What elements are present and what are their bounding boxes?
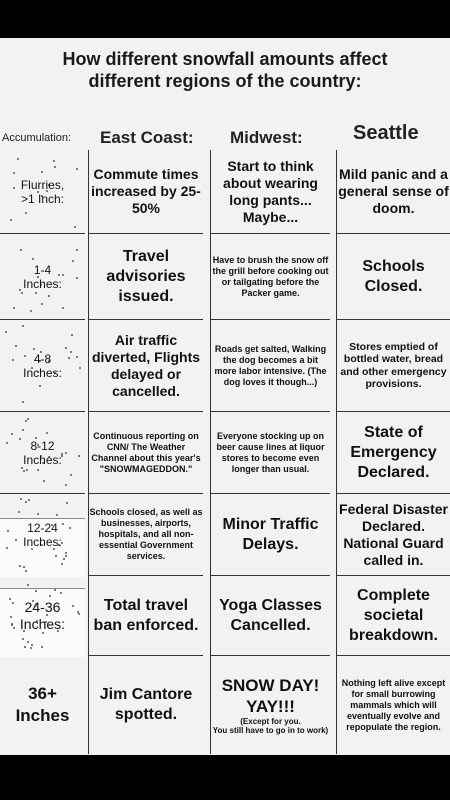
- snowflake-dot: [12, 359, 14, 361]
- snowflake-dot: [19, 289, 21, 291]
- snowflake-dot: [76, 277, 78, 279]
- snowflake-dot: [10, 616, 12, 618]
- snowflake-dot: [70, 474, 72, 476]
- amount-unit: Inches:: [23, 365, 62, 380]
- snowflake-dot: [35, 292, 37, 294]
- midwest-cell: Start to think about wearing long pants... Maybe...: [210, 150, 330, 234]
- snowflake-dot: [65, 452, 67, 454]
- snowflake-dot: [33, 348, 35, 350]
- snowflake-dot: [30, 647, 32, 649]
- snowflake-dot: [39, 385, 41, 387]
- snow-day-note-1: (Except for you.: [240, 717, 301, 726]
- snowflake-dot: [13, 627, 15, 629]
- snowflake-dot: [55, 555, 57, 557]
- snowflake-dot: [23, 566, 25, 568]
- snowflake-dot: [21, 292, 23, 294]
- east-coast-cell: Schools closed, as well as businesses, airports, hospitals, and all non-essential Government services.: [88, 494, 203, 576]
- header-east-coast: East Coast:: [100, 128, 194, 147]
- snowflake-dot: [65, 484, 67, 486]
- snowflake-dot: [22, 401, 24, 403]
- snowflake-dot: [66, 502, 68, 504]
- table-row: [0, 656, 450, 754]
- snowflake-dot: [78, 455, 80, 457]
- table-row: [0, 234, 450, 320]
- snowflake-dot: [49, 595, 51, 597]
- snowflake-dot: [37, 513, 39, 515]
- table-row: [0, 576, 450, 656]
- snowflake-dot: [41, 171, 43, 173]
- midwest-cell: Minor Traffic Delays.: [210, 494, 330, 576]
- snowflake-dot: [22, 638, 24, 640]
- snow-day-text: SNOW DAY! YAY!!!: [221, 676, 320, 716]
- snowflake-dot: [32, 258, 34, 260]
- snowflake-dot: [62, 523, 64, 525]
- snowflake-dot: [41, 646, 43, 648]
- midwest-cell: Roads get salted, Walking the dog becomes a bit more labor intensive. (The dog loves it though...): [210, 320, 330, 412]
- snowflake-dot: [54, 166, 56, 168]
- accumulation-cell: [0, 320, 85, 412]
- amount-label: 36+: [28, 684, 57, 703]
- snowflake-dot: [6, 547, 8, 549]
- amount-label: 8-12: [30, 438, 55, 453]
- header-seattle: Seattle: [353, 122, 419, 144]
- table-row: [0, 494, 450, 576]
- accumulation-cell: [0, 234, 85, 320]
- snowflake-dot: [5, 331, 7, 333]
- east-coast-cell: Total travel ban enforced.: [88, 576, 203, 656]
- meme-image: [0, 38, 450, 755]
- snowflake-dot: [6, 442, 8, 444]
- east-coast-cell: Commute times increased by 25-50%: [88, 150, 203, 234]
- accumulation-cell: [0, 494, 85, 576]
- snowflake-dot: [76, 168, 78, 170]
- snowflake-dot: [11, 433, 13, 435]
- snowflake-dot: [15, 345, 17, 347]
- snowflake-dot: [19, 565, 21, 567]
- snowflake-dot: [28, 499, 30, 501]
- snowflake-dot: [43, 480, 45, 482]
- snowflake-dot: [13, 187, 15, 189]
- snowflake-dot: [48, 295, 50, 297]
- amount-label: 1-4: [33, 262, 52, 277]
- snowflake-dot: [62, 307, 64, 309]
- snowflake-dot: [53, 160, 55, 162]
- snowflake-dot: [76, 356, 78, 358]
- seattle-cell: Nothing left alive except for small burrowing mammals which will eventually evolve and repopulate the region.: [336, 656, 450, 754]
- snowflake-dot: [56, 514, 58, 516]
- snowflake-dot: [10, 219, 12, 221]
- snowflake-dot: [23, 470, 25, 472]
- snowflake-dot: [60, 592, 62, 594]
- midwest-cell: Yoga Classes Cancelled.: [210, 576, 330, 656]
- midwest-cell: Have to brush the snow off the grill before cooking out or tailgating before the Packer game.: [210, 234, 330, 320]
- snowflake-dot: [63, 558, 65, 560]
- amount-unit: Inches: [15, 706, 70, 725]
- east-coast-cell: Continuous reporting on CNN/ The Weather Channel about this year's "SNOWMAGEDDON.": [88, 412, 203, 494]
- snowflake-dot: [27, 641, 29, 643]
- snowflake-dot: [11, 624, 13, 626]
- east-coast-cell: Jim Cantore spotted.: [88, 656, 203, 754]
- accumulation-cell: [0, 576, 85, 656]
- snowflake-dot: [25, 420, 27, 422]
- snowflake-dot: [24, 646, 26, 648]
- snowflake-dot: [31, 644, 33, 646]
- snowflake-dot: [13, 172, 15, 174]
- snowflake-dot: [13, 307, 15, 309]
- amount-unit: Inches:: [23, 276, 62, 291]
- table-row: [0, 412, 450, 494]
- snowflake-dot: [25, 570, 27, 572]
- amount-unit: >1 Inch:: [20, 191, 65, 206]
- snowflake-dot: [62, 274, 64, 276]
- snowflake-dot: [41, 303, 43, 305]
- title-line-1: How different snowfall amounts affect: [62, 49, 388, 69]
- snowflake-dot: [65, 552, 67, 554]
- snowflake-dot: [76, 249, 78, 251]
- snowflake-dot: [35, 590, 37, 592]
- snowflake-dot: [74, 226, 76, 228]
- snowflake-dot: [20, 249, 22, 251]
- amount-unit: Inches:: [23, 452, 62, 467]
- seattle-cell: State of Emergency Declared.: [336, 412, 450, 494]
- snowflake-dot: [17, 158, 19, 160]
- amount-label: 24-36: [24, 598, 61, 615]
- snowflake-dot: [18, 511, 20, 513]
- seattle-cell: Complete societal breakdown.: [336, 576, 450, 656]
- east-coast-cell: Travel advisories issued.: [88, 234, 203, 320]
- meme-title: [0, 48, 450, 92]
- seattle-cell: Stores emptied of bottled water, bread and other emergency provisions.: [336, 320, 450, 412]
- snowflake-dot: [54, 589, 56, 591]
- table-row: [0, 150, 450, 234]
- snowflake-dot: [72, 260, 74, 262]
- seattle-cell: Federal Disaster Declared. National Guard called in.: [336, 494, 450, 576]
- snowflake-dot: [25, 212, 27, 214]
- snowflake-dot: [22, 325, 24, 327]
- title-line-2: different regions of the country:: [88, 71, 362, 91]
- amount-unit: Inches:: [19, 615, 66, 632]
- snowflake-dot: [22, 429, 24, 431]
- snowflake-dot: [20, 498, 22, 500]
- east-coast-cell: Air traffic diverted, Flights delayed or cancelled.: [88, 320, 203, 412]
- table-row: [0, 320, 450, 412]
- snowflake-dot: [70, 351, 72, 353]
- snowflake-dot: [12, 602, 14, 604]
- snowflake-dot: [25, 501, 27, 503]
- snowflake-dot: [71, 334, 73, 336]
- seattle-cell: Schools Closed.: [336, 234, 450, 320]
- snowflake-dot: [9, 598, 11, 600]
- snowflake-dot: [7, 530, 9, 532]
- snowflake-dot: [21, 467, 23, 469]
- snowflake-dot: [30, 310, 32, 312]
- snowflake-dot: [37, 469, 39, 471]
- snowflake-dot: [72, 605, 74, 607]
- snow-day-note-2: You still have to go in to work): [212, 726, 329, 735]
- snowflake-dot: [65, 347, 67, 349]
- amount-label: 4-8: [33, 351, 52, 366]
- snowflake-dot: [27, 584, 29, 586]
- snowflake-dot: [46, 432, 48, 434]
- accumulation-cell: [0, 150, 85, 234]
- snowflake-dot: [78, 613, 80, 615]
- snowflake-dot: [79, 367, 81, 369]
- snowflake-dot: [15, 539, 17, 541]
- accumulation-cell: [0, 412, 85, 494]
- seattle-cell: Mild panic and a general sense of doom.: [336, 150, 450, 234]
- midwest-cell: [210, 656, 330, 754]
- header-midwest: Midwest:: [230, 128, 303, 147]
- snowflake-dot: [69, 527, 71, 529]
- amount-label: Flurries,: [20, 177, 65, 192]
- snowflake-dot: [65, 555, 67, 557]
- amount-unit: Inches:: [23, 534, 62, 549]
- snowflake-dot: [27, 418, 29, 420]
- accumulation-cell: [0, 656, 85, 754]
- snowflake-dot: [19, 438, 21, 440]
- midwest-cell: Everyone stocking up on beer cause lines at liquor stores to become even longer than usual.: [210, 412, 330, 494]
- snowflake-dot: [61, 563, 63, 565]
- snowflake-dot: [26, 469, 28, 471]
- snowflake-dot: [68, 357, 70, 359]
- header-accumulation: Accumulation:: [2, 132, 72, 144]
- amount-label: 12-24: [27, 520, 58, 535]
